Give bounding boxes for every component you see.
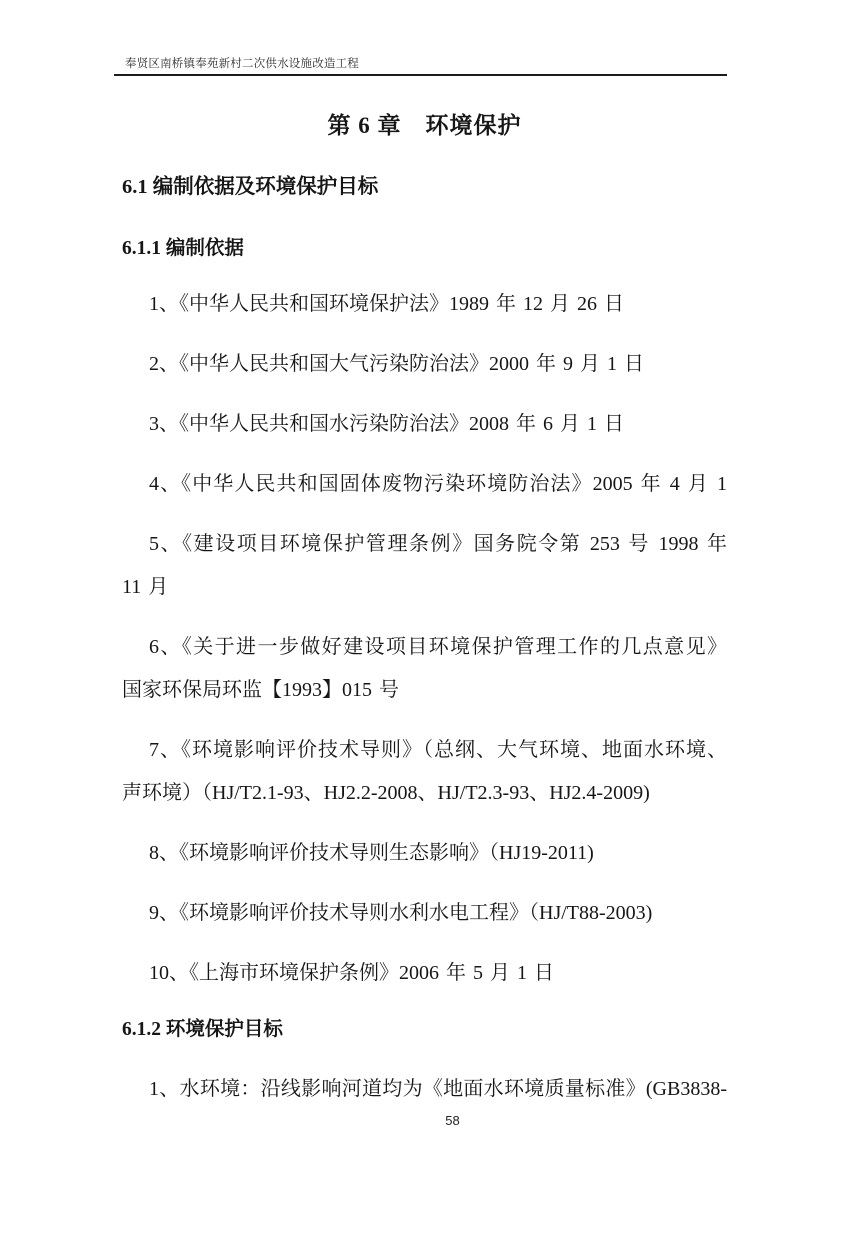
list-item-line: 5、《建设项目环境保护管理条例》国务院令第 253 号 1998 年 (149, 533, 727, 555)
list-item-line: 8、《环境影响评价技术导则生态影响》（HJ19-2011) (149, 842, 594, 864)
page-number: 58 (445, 1113, 460, 1128)
list-item-8 (122, 832, 727, 875)
list-item-7 (122, 729, 727, 815)
list-item-line: 9、《环境影响评价技术导则水利水电工程》（HJ/T88-2003) (149, 902, 653, 924)
list-item-10 (122, 952, 727, 995)
list-item-line: 2、《中华人民共和国大气污染防治法》2000 年 9 月 1 日 (149, 353, 644, 375)
list-item-line: 11 月 (122, 576, 169, 598)
section-heading-6-1: 6.1 编制依据及环境保护目标 (122, 176, 379, 198)
list-item-line: 3、《中华人民共和国水污染防治法》2008 年 6 月 1 日 (149, 413, 624, 435)
basis-list (122, 283, 727, 995)
list-item-6 (122, 626, 727, 712)
document-page (0, 57, 849, 1257)
list-item-4 (122, 463, 727, 506)
list-item-line: 6、《关于进一步做好建设项目环境保护管理工作的几点意见》 (149, 636, 727, 658)
list-item-line: 国家环保局环监【1993】015 号 (122, 679, 399, 701)
header-rule (114, 74, 727, 76)
page-footer (0, 1113, 849, 1129)
body-paragraph (122, 1068, 727, 1111)
chapter-title: 第 6 章 环境保护 (327, 113, 522, 138)
list-item-line: 10、《上海市环境保护条例》2006 年 5 月 1 日 (149, 962, 554, 984)
list-item-3 (122, 403, 727, 446)
list-item-line: 7、《环境影响评价技术导则》（总纲、大气环境、地面水环境、 (149, 739, 727, 761)
list-item-2 (122, 343, 727, 386)
section-heading-6-1-1: 6.1.1 编制依据 (122, 238, 244, 259)
body-paragraph-line: 1、水环境：沿线影响河道均为《地面水环境质量标准》(GB3838- (149, 1078, 727, 1100)
list-item-line: 1、《中华人民共和国环境保护法》1989 年 12 月 26 日 (149, 293, 624, 315)
header-project-title: 奉贤区南桥镇奉苑新村二次供水设施改造工程 (125, 58, 359, 70)
list-item-5 (122, 523, 727, 609)
list-item-1 (122, 283, 727, 326)
list-item-line: 4、《中华人民共和国固体废物污染环境防治法》2005 年 4 月 1 (149, 473, 727, 495)
list-item-line: 声环境）（HJ/T2.1-93、HJ2.2-2008、HJ/T2.3-93、HJ2.4-2009) (122, 782, 650, 804)
section-heading-6-1-2: 6.1.2 环境保护目标 (122, 1019, 283, 1040)
list-item-9 (122, 892, 727, 935)
page-header (114, 57, 727, 76)
